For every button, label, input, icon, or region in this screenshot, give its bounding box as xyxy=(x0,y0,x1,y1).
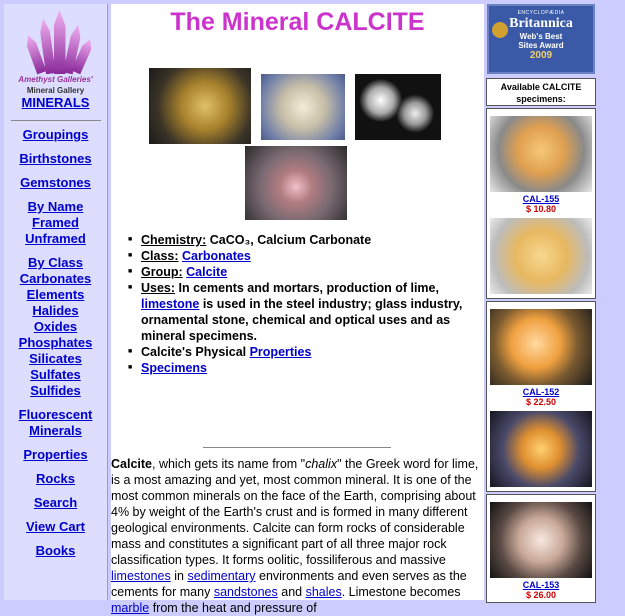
specimen-card xyxy=(486,301,596,492)
sidebar-item-elements[interactable]: Elements xyxy=(26,287,85,302)
britannica-award-badge[interactable] xyxy=(487,4,595,74)
facts-list xyxy=(141,232,476,376)
nav-group xyxy=(4,199,107,247)
sidebar-item-framed[interactable]: Framed xyxy=(32,215,79,230)
fact-link[interactable]: Specimens xyxy=(141,361,208,375)
sidebar-item-sulfates[interactable]: Sulfates xyxy=(30,367,81,382)
right-column xyxy=(486,4,598,600)
sidebar-item-books[interactable]: Books xyxy=(35,543,76,558)
fact-key: Group: xyxy=(141,265,183,279)
sidebar-item-by-name[interactable]: By Name xyxy=(27,199,84,214)
fact-value: In cements and mortars, production of lime, xyxy=(175,281,439,295)
left-sidebar xyxy=(4,4,108,600)
sidebar-item-gemstones[interactable]: Gemstones xyxy=(20,175,91,190)
award-seal-icon xyxy=(492,22,508,38)
specimen-price: $ 26.00 xyxy=(525,590,557,600)
fact-item xyxy=(141,280,476,344)
shales-link[interactable]: shales xyxy=(305,585,342,599)
award-encyclopaedia: ENCYCLOPÆDIA xyxy=(517,10,565,16)
nav-group xyxy=(4,471,107,487)
nav-group xyxy=(4,543,107,559)
specimen-photo-alt[interactable] xyxy=(490,411,592,487)
marble-link[interactable]: marble xyxy=(111,601,150,615)
sidebar-item-phosphates[interactable]: Phosphates xyxy=(18,335,93,350)
sidebar-nav xyxy=(4,127,107,559)
calcite-photo-1[interactable] xyxy=(149,68,251,144)
specimen-code-link[interactable]: CAL-153 xyxy=(522,580,560,590)
specimen-code-link[interactable]: CAL-155 xyxy=(522,194,560,204)
intro-text: , which gets its name from " xyxy=(152,457,306,471)
sidebar-divider xyxy=(11,120,101,121)
amethyst-logo[interactable] xyxy=(10,6,102,82)
calcite-photo-3[interactable] xyxy=(355,74,441,140)
nav-group xyxy=(4,519,107,535)
specimen-card xyxy=(486,494,596,603)
specimen-card xyxy=(486,108,596,299)
available-specimens-heading: Available CALCITE specimens: xyxy=(486,78,596,106)
nav-group xyxy=(4,407,107,439)
sidebar-item-silicates[interactable]: Silicates xyxy=(29,351,82,366)
specimen-photo[interactable] xyxy=(490,309,592,385)
intro-text: . Limestone becomes xyxy=(341,585,461,599)
fact-item xyxy=(141,232,476,248)
specimen-code-link[interactable]: CAL-152 xyxy=(522,387,560,397)
nav-group xyxy=(4,495,107,511)
nav-group xyxy=(4,151,107,167)
sandstones-link[interactable]: sandstones xyxy=(213,585,278,599)
specimen-photo[interactable] xyxy=(490,502,592,578)
sidebar-item-halides[interactable]: Halides xyxy=(32,303,79,318)
sidebar-item-groupings[interactable]: Groupings xyxy=(22,127,89,142)
fact-value: CaCO₃, Calcium Carbonate xyxy=(206,233,372,247)
nav-group xyxy=(4,127,107,143)
sidebar-item-search[interactable]: Search xyxy=(33,495,78,510)
intro-text: in xyxy=(170,569,188,583)
intro-text: environments and even serves as the cements for many xyxy=(111,569,467,599)
page-title: The Mineral CALCITE xyxy=(170,8,425,36)
specimen-photo[interactable] xyxy=(490,116,592,192)
fact-link[interactable]: Properties xyxy=(249,345,312,359)
specimen-photo-alt[interactable] xyxy=(490,218,592,294)
calcite-photo-2[interactable] xyxy=(261,74,345,140)
logo-text: Amethyst Galleries' xyxy=(18,75,93,84)
specimen-price: $ 22.50 xyxy=(525,397,557,407)
intro-chalix: chalix xyxy=(305,457,338,471)
sidebar-item-by-class[interactable]: By Class xyxy=(28,255,83,270)
award-line1: Web's Best xyxy=(519,32,563,41)
award-line2: Sites Award xyxy=(518,41,564,50)
sidebar-item-view-cart[interactable]: View Cart xyxy=(25,519,85,534)
sidebar-item-unframed[interactable]: Unframed xyxy=(25,231,86,246)
fact-key: Uses: xyxy=(141,281,176,295)
intro-text: and xyxy=(277,585,306,599)
fact-link[interactable]: Carbonates xyxy=(182,249,251,263)
nav-group xyxy=(4,175,107,191)
intro-paragraph xyxy=(111,456,484,616)
nav-group xyxy=(4,255,107,399)
main-content xyxy=(111,4,484,615)
fact-item xyxy=(141,360,476,376)
award-brand: Britannica xyxy=(509,16,573,31)
fact-key: Class: xyxy=(141,249,179,263)
specimen-list xyxy=(486,108,598,603)
sidebar-item-rocks[interactable]: Rocks xyxy=(35,471,76,486)
content-divider xyxy=(203,447,391,448)
sidebar-item-minerals[interactable]: Minerals xyxy=(29,423,82,438)
fact-link[interactable]: limestone xyxy=(141,297,200,311)
fact-value: is used in the steel industry; glass industry, ornamental stone, chemical and optical uses and as mineral specimens. xyxy=(141,297,463,343)
sidebar-item-oxides[interactable]: Oxides xyxy=(33,319,78,334)
fact-key: Chemistry: xyxy=(141,233,207,247)
limestones-link[interactable]: limestones xyxy=(111,569,171,583)
sidebar-item-birthstones[interactable]: Birthstones xyxy=(19,151,92,166)
specimen-price: $ 10.80 xyxy=(525,204,557,214)
sidebar-item-carbonates[interactable]: Carbonates xyxy=(19,271,92,286)
gallery-label: Mineral Gallery xyxy=(26,86,85,95)
fact-link[interactable]: Calcite xyxy=(186,265,228,279)
intro-text: " the Greek word for lime, is a most amazing and yet, most common mineral. It is one of the most common minerals on the face of the Earth, comprising about 4% by weight of the Earth's crust and is formed in many different geological environments. Calcite can form rocks of considerable mass and constitutes a significant part of all three major rock classification types. It forms oolitic, fossiliferous and massive xyxy=(111,457,479,567)
sedimentary-link[interactable]: sedimentary xyxy=(187,569,256,583)
fact-item xyxy=(141,264,476,280)
calcite-photo-4[interactable] xyxy=(245,146,347,220)
sidebar-item-sulfides[interactable]: Sulfides xyxy=(30,383,81,398)
fact-item xyxy=(141,344,476,360)
intro-text: from the heat and pressure of xyxy=(149,601,317,615)
sidebar-item-fluorescent[interactable]: Fluorescent xyxy=(18,407,93,422)
intro-lead: Calcite xyxy=(111,457,152,471)
award-year: 2009 xyxy=(529,50,553,61)
fact-value: Calcite's Physical xyxy=(141,345,250,359)
nav-group xyxy=(4,447,107,463)
fact-item xyxy=(141,248,476,264)
minerals-link[interactable]: MINERALS xyxy=(21,95,90,110)
sidebar-item-properties[interactable]: Properties xyxy=(23,447,88,462)
